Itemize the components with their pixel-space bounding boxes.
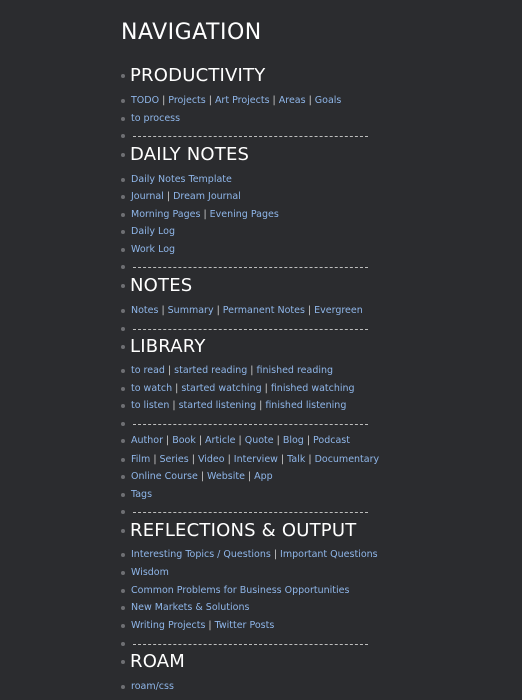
separator: | [308, 454, 312, 466]
page-link-started-reading[interactable]: started reading [174, 365, 248, 377]
page-link-finished-watching[interactable]: finished watching [270, 383, 355, 395]
separator: | [191, 454, 195, 466]
page-link-documentary[interactable]: Documentary [314, 454, 380, 466]
section-heading-text: PRODUCTIVITY [130, 65, 266, 86]
divider [133, 329, 368, 330]
page-link-talk[interactable]: Talk [287, 454, 306, 466]
bullet-icon[interactable] [121, 529, 125, 533]
list-item [121, 302, 363, 320]
page-link-writing-projects[interactable]: Writing Projects [131, 620, 206, 632]
divider-block [121, 127, 368, 145]
bullet-icon[interactable] [121, 345, 125, 349]
separator: | [280, 454, 285, 466]
page-link-tags[interactable]: Tags [131, 489, 153, 501]
page-link-wisdom[interactable]: Wisdom [131, 567, 169, 579]
bullet-icon[interactable] [121, 74, 125, 78]
separator: | [153, 454, 157, 466]
separator: | [238, 435, 242, 447]
page-link-goals[interactable]: Goals [314, 95, 342, 107]
list-item [121, 171, 232, 189]
link-group [131, 401, 346, 411]
divider-block [121, 415, 368, 433]
page-link-interview[interactable]: Interview [233, 454, 278, 466]
page-link-new-markets-and-solutions[interactable]: New Markets & Solutions [131, 602, 250, 614]
page-link-interesting-topics-questions[interactable]: Interesting Topics / Questions [131, 549, 271, 561]
bullet-icon[interactable] [121, 660, 125, 664]
separator: | [247, 471, 252, 483]
page-link-quote[interactable]: Quote [244, 435, 274, 447]
link-group [131, 175, 232, 185]
page-link-notes[interactable]: Notes [131, 305, 159, 317]
divider [133, 267, 368, 268]
section-heading-text: DAILY NOTES [130, 144, 250, 165]
section-heading-daily-notes [121, 144, 249, 166]
page-link-to-process[interactable]: to process [131, 113, 181, 125]
bullet-icon[interactable] [121, 422, 125, 426]
divider-block [121, 503, 368, 521]
separator: | [273, 549, 278, 561]
page-link-series[interactable]: Series [159, 454, 189, 466]
link-group [131, 227, 175, 237]
bullet-icon[interactable] [121, 624, 125, 628]
separator: | [307, 305, 312, 317]
list-item [121, 546, 378, 564]
page-link-to-read[interactable]: to read [131, 365, 165, 377]
bullet-icon[interactable] [121, 685, 125, 689]
bullet-icon[interactable] [121, 195, 125, 199]
link-group [131, 96, 341, 106]
bullet-icon[interactable] [121, 99, 125, 103]
bullet-icon[interactable] [121, 458, 125, 462]
page-link-evening-pages[interactable]: Evening Pages [209, 209, 279, 221]
page-link-todo[interactable]: TODO [131, 95, 160, 107]
divider [133, 512, 368, 513]
section-heading-reflections-and-output [121, 520, 356, 542]
page-title: NAVIGATION [121, 20, 262, 45]
link-group [131, 682, 174, 692]
separator: | [208, 95, 212, 107]
section-heading-text: REFLECTIONS & OUTPUT [130, 520, 357, 541]
list-item [121, 678, 174, 696]
link-group [131, 568, 169, 578]
section-heading-library [121, 336, 206, 358]
page-link-common-problems-for-business-opportunities[interactable]: Common Problems for Business Opportunities [131, 585, 350, 597]
bullet-icon[interactable] [121, 642, 125, 646]
section-heading-roam [121, 651, 185, 673]
separator: | [172, 400, 176, 412]
bullet-icon[interactable] [121, 589, 125, 593]
page-link-permanent-notes[interactable]: Permanent Notes [222, 305, 305, 317]
bullet-icon[interactable] [121, 510, 125, 514]
separator: | [272, 95, 276, 107]
link-group [131, 550, 378, 560]
page-link-to-watch[interactable]: to watch [131, 383, 173, 395]
list-item [121, 432, 350, 450]
page-link-evergreen[interactable]: Evergreen [314, 305, 363, 317]
separator: | [308, 95, 312, 107]
bullet-icon[interactable] [121, 248, 125, 252]
bullet-icon[interactable] [121, 475, 125, 479]
bullet-icon[interactable] [121, 369, 125, 373]
page-link-projects[interactable]: Projects [168, 95, 206, 107]
page-link-book[interactable]: Book [172, 435, 196, 447]
link-group [131, 245, 175, 255]
link-group [131, 472, 273, 482]
page-link-finished-reading[interactable]: finished reading [256, 365, 334, 377]
separator: | [216, 305, 220, 317]
bullet-icon[interactable] [121, 213, 125, 217]
page-link-daily-notes-template[interactable]: Daily Notes Template [131, 174, 232, 186]
list-item [121, 362, 333, 380]
bullet-icon[interactable] [121, 309, 125, 313]
link-group [131, 621, 274, 631]
section-heading-productivity [121, 65, 265, 87]
separator: | [264, 383, 268, 395]
bullet-icon[interactable] [121, 117, 125, 121]
separator: | [306, 435, 311, 447]
page-link-website[interactable]: Website [207, 471, 245, 483]
separator: | [162, 95, 166, 107]
list-item [121, 223, 175, 241]
page-link-author[interactable]: Author [131, 435, 163, 447]
separator: | [250, 365, 254, 377]
bullet-icon[interactable] [121, 606, 125, 610]
bullet-icon[interactable] [121, 284, 125, 288]
section-heading-text: ROAM [130, 651, 186, 672]
list-item [121, 451, 379, 469]
page-link-summary[interactable]: Summary [167, 305, 214, 317]
separator: | [165, 435, 170, 447]
separator: | [167, 365, 172, 377]
separator: | [259, 400, 263, 412]
section-heading-notes [121, 275, 192, 297]
list-item [121, 110, 180, 128]
link-group [131, 306, 363, 316]
bullet-icon[interactable] [121, 230, 125, 234]
list-item [121, 92, 341, 110]
link-group [131, 586, 349, 596]
list-item [121, 380, 355, 398]
bullet-icon[interactable] [121, 571, 125, 575]
separator: | [203, 209, 207, 221]
page-link-started-watching[interactable]: started watching [181, 383, 262, 395]
page-link-work-log[interactable]: Work Log [131, 244, 176, 256]
separator: | [166, 191, 171, 203]
link-group [131, 210, 279, 220]
divider [133, 424, 368, 425]
bullet-icon[interactable] [121, 387, 125, 391]
page-link-video[interactable]: Video [197, 454, 225, 466]
separator: | [198, 435, 203, 447]
page-link-article[interactable]: Article [205, 435, 236, 447]
bullet-icon[interactable] [121, 493, 125, 497]
page-link-areas[interactable]: Areas [278, 95, 306, 107]
list-item [121, 564, 169, 582]
page-link-online-course[interactable]: Online Course [131, 471, 198, 483]
page-link-finished-listening[interactable]: finished listening [265, 400, 347, 412]
link-group [131, 114, 180, 124]
link-group [131, 455, 379, 465]
separator: | [175, 383, 179, 395]
divider-block [121, 258, 368, 276]
page-link-morning-pages[interactable]: Morning Pages [131, 209, 201, 221]
list-item [121, 486, 152, 504]
separator: | [227, 454, 231, 466]
section-heading-text: NOTES [130, 275, 193, 296]
bullet-icon[interactable] [121, 134, 125, 138]
bullet-icon[interactable] [121, 553, 125, 557]
bullet-icon[interactable] [121, 327, 125, 331]
list-item [121, 468, 273, 486]
link-group [131, 436, 350, 446]
bullet-icon[interactable] [121, 439, 125, 443]
page-link-started-listening[interactable]: started listening [178, 400, 257, 412]
link-group [131, 490, 152, 500]
divider [133, 136, 368, 137]
list-item [121, 582, 349, 600]
link-group [131, 603, 249, 613]
link-group [131, 366, 333, 376]
page-link-art-projects[interactable]: Art Projects [214, 95, 270, 107]
separator: | [276, 435, 280, 447]
page-link-daily-log[interactable]: Daily Log [131, 226, 176, 238]
page-link-to-listen[interactable]: to listen [131, 400, 170, 412]
page-link-twitter-posts[interactable]: Twitter Posts [214, 620, 275, 632]
page-link-podcast[interactable]: Podcast [313, 435, 350, 447]
section-heading-text: LIBRARY [130, 336, 206, 357]
bullet-icon[interactable] [121, 153, 125, 157]
list-item [121, 397, 346, 415]
separator: | [208, 620, 212, 632]
link-group [131, 192, 241, 202]
page-link-journal[interactable]: Journal [131, 191, 164, 203]
bullet-icon[interactable] [121, 404, 125, 408]
bullet-icon[interactable] [121, 265, 125, 269]
list-item [121, 599, 249, 617]
page-link-app[interactable]: App [254, 471, 273, 483]
list-item [121, 206, 279, 224]
page-link-dream-journal[interactable]: Dream Journal [173, 191, 241, 203]
list-item [121, 617, 274, 635]
bullet-icon[interactable] [121, 178, 125, 182]
separator: | [200, 471, 205, 483]
page-link-film[interactable]: Film [131, 454, 151, 466]
separator: | [161, 305, 165, 317]
list-item [121, 241, 175, 259]
page-link-roam-css[interactable]: roam/css [131, 681, 174, 693]
divider [133, 644, 368, 645]
page-link-important-questions[interactable]: Important Questions [280, 549, 378, 561]
page-link-blog[interactable]: Blog [282, 435, 304, 447]
list-item [121, 188, 241, 206]
link-group [131, 384, 355, 394]
